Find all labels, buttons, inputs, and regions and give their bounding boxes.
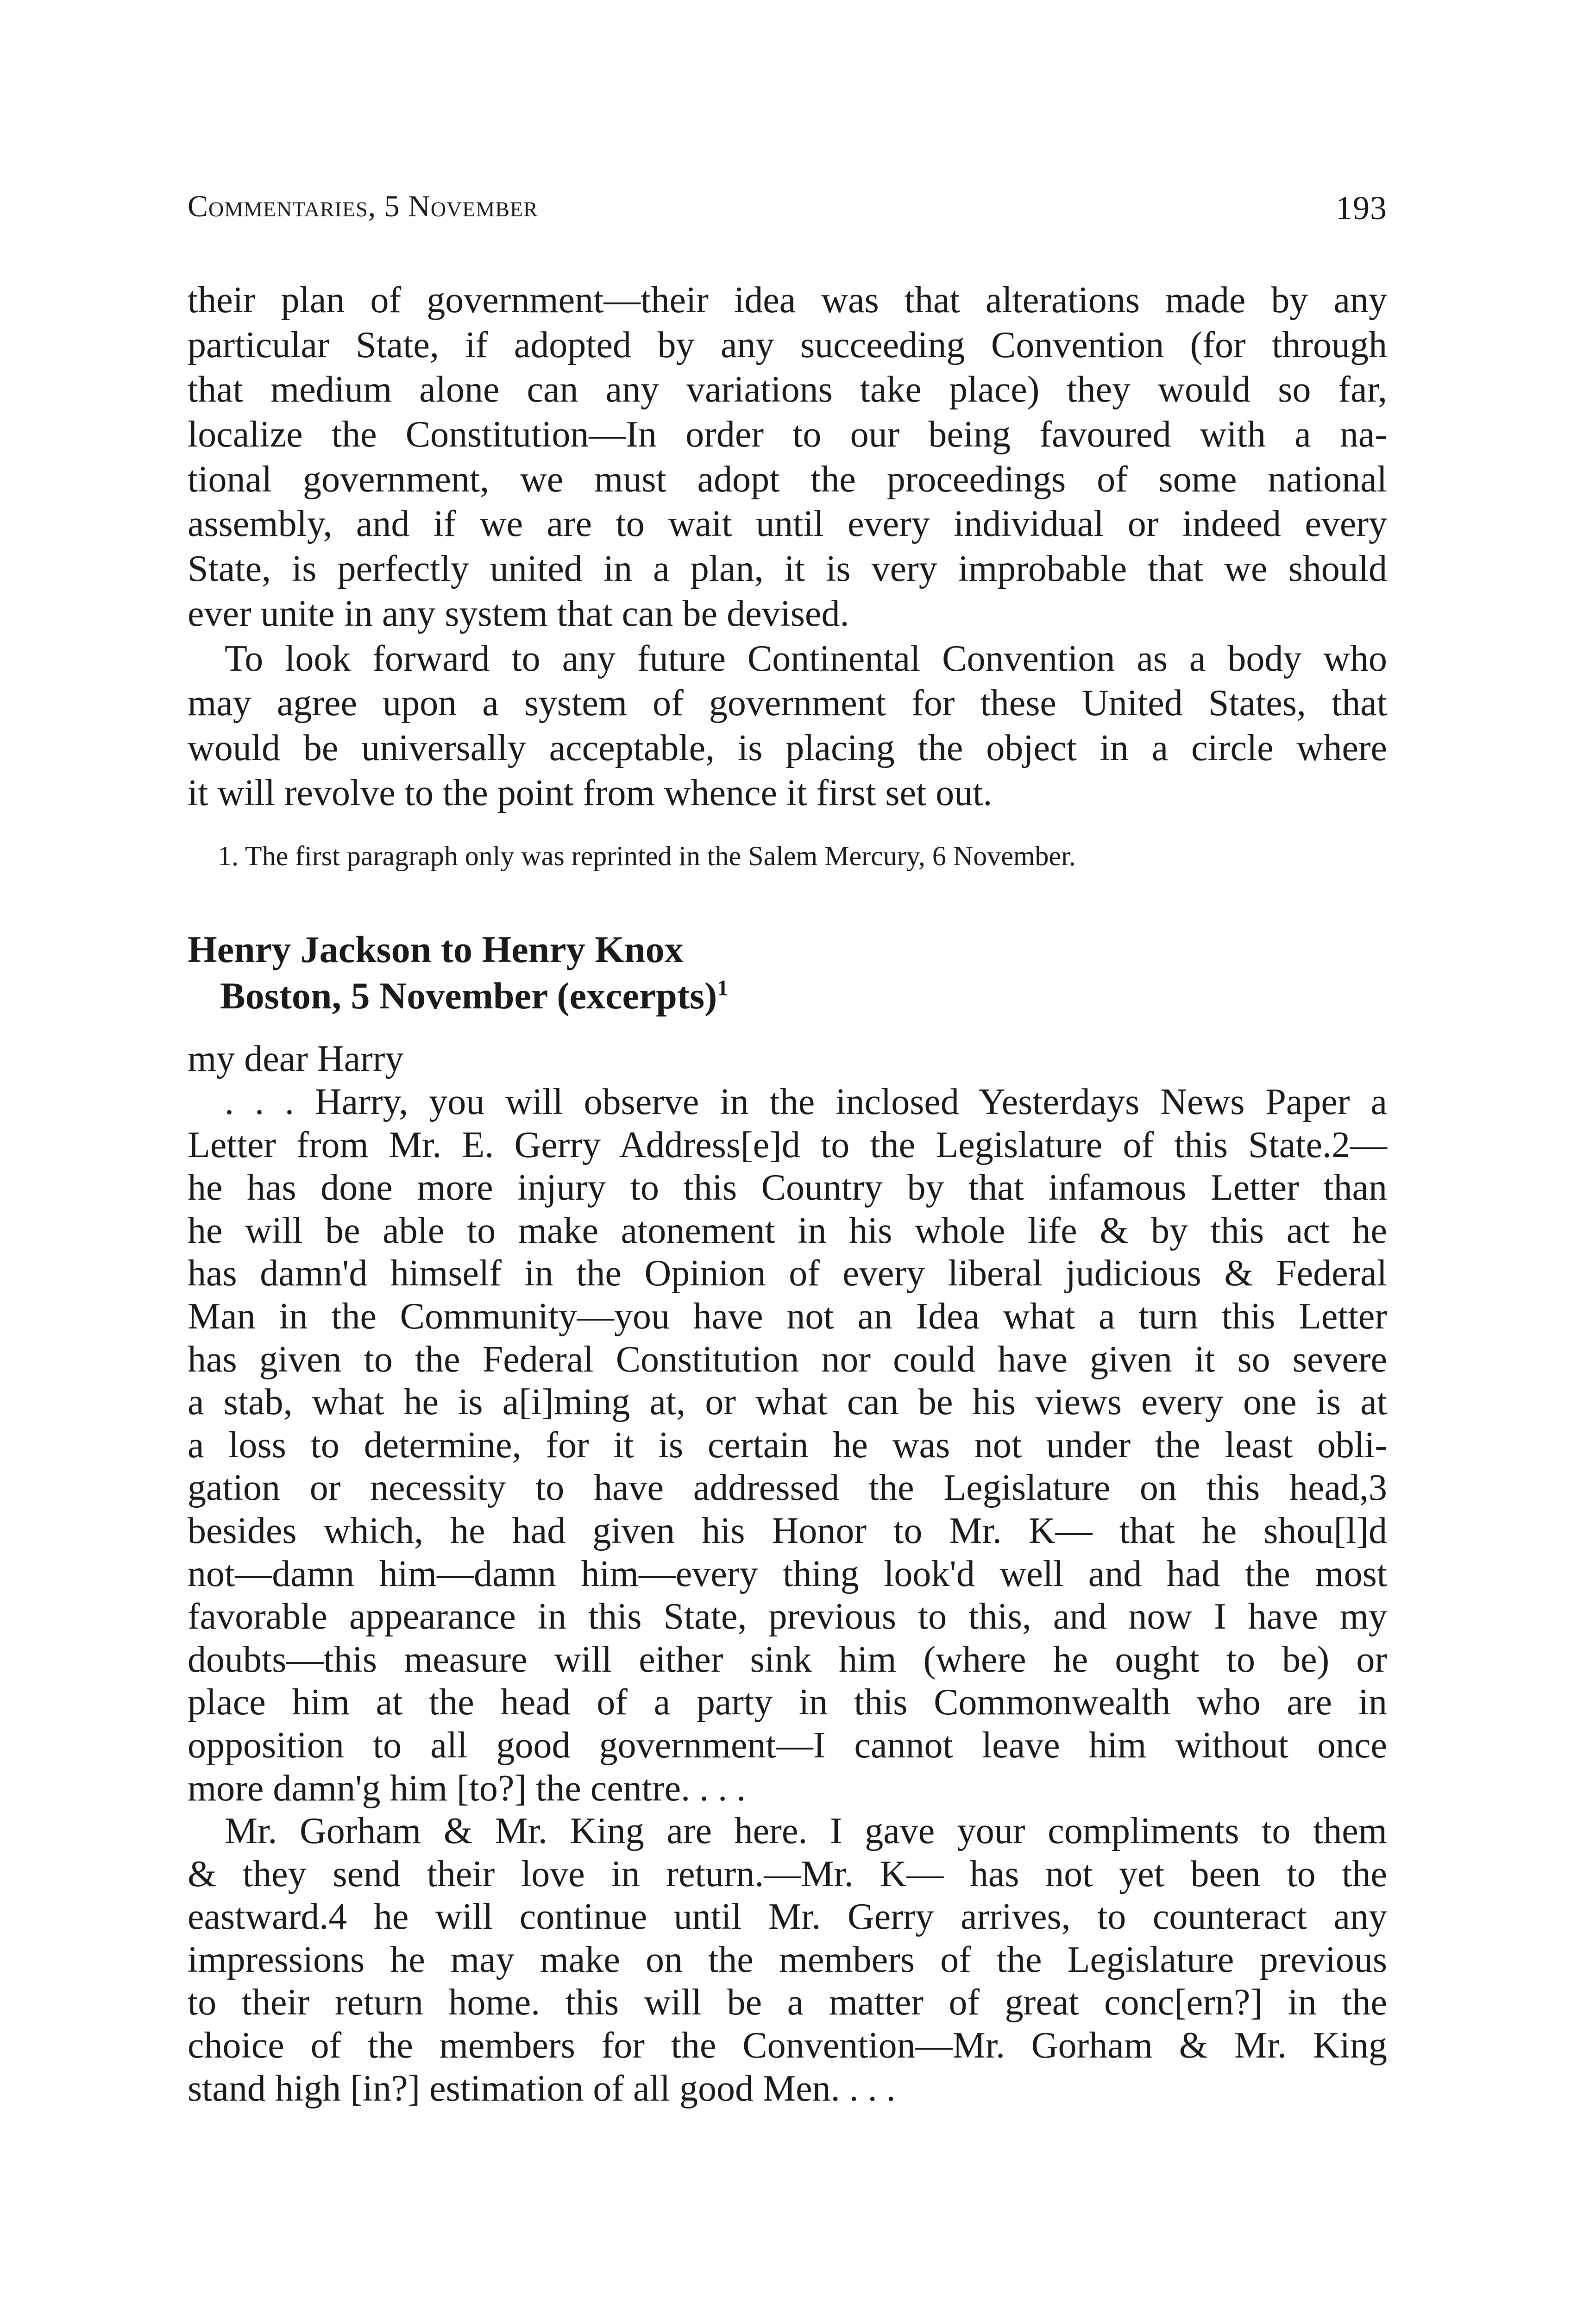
text-line: that medium alone can any variations take place) they would so far, xyxy=(188,369,1387,410)
text-line: Mr. Gorham & Mr. King are here. I gave your compliments to them xyxy=(225,1811,1387,1852)
text-line: choice of the members for the Convention—Mr. Gorham & Mr. King xyxy=(188,2025,1387,2066)
letter-text xyxy=(188,1081,1387,2110)
text-line: stand high [in?] estimation of all good Men. . . . xyxy=(188,2068,896,2109)
text-line: Man in the Community—you have not an Idea what a turn this Letter xyxy=(188,1296,1387,1337)
text-line: he has done more injury to this Country by that infamous Letter than xyxy=(188,1167,1387,1208)
text-line: it will revolve to the point from whence it first set out. xyxy=(188,772,993,813)
text-line: besides which, he had given his Honor to Mr. K— that he shou[l]d xyxy=(188,1510,1387,1551)
text-line: assembly, and if we are to wait until every individual or indeed every xyxy=(188,503,1387,545)
footnote: 1. The first paragraph only was reprinted in the Salem Mercury, 6 November. xyxy=(218,841,1076,871)
page-number: 193 xyxy=(1336,189,1387,227)
running-head-title: Commentaries, 5 November xyxy=(188,189,538,223)
text-line: gation or necessity to have addressed the Legislature on this head,3 xyxy=(188,1467,1387,1509)
running-head xyxy=(188,189,1387,231)
text-line: opposition to all good government—I cannot leave him without once xyxy=(188,1724,1387,1766)
section1-text xyxy=(188,278,1387,815)
text-line: State, is perfectly united in a plan, it is very improbable that we should xyxy=(188,548,1387,590)
text-line: particular State, if adopted by any succeeding Convention (for through xyxy=(188,324,1387,365)
text-line: to their return home. this will be a matter of great conc[ern?] in the xyxy=(188,1982,1387,2023)
text-line: eastward.4 he will continue until Mr. Gerry arrives, to counteract any xyxy=(188,1896,1387,1938)
text-line: a stab, what he is a[i]ming at, or what can be his views every one is at xyxy=(188,1382,1387,1423)
text-line: To look forward to any future Continental Convention as a body who xyxy=(225,638,1387,679)
text-line: ever unite in any system that can be devised. xyxy=(188,593,849,634)
text-line: tional government, we must adopt the proceedings of some national xyxy=(188,459,1387,500)
document-heading: Henry Jackson to Henry Knox xyxy=(188,928,684,970)
document-dateline xyxy=(220,973,728,1019)
text-line: . . . Harry, you will observe in the inclosed Yesterdays News Paper a xyxy=(225,1082,1387,1122)
dateline-text: Boston, 5 November (excerpts) xyxy=(220,975,717,1017)
text-line: he will be able to make atonement in his whole life & by this act he xyxy=(188,1210,1387,1251)
text-line: localize the Constitution—In order to our being favoured with a na- xyxy=(188,414,1387,455)
heading-note-ref: 1 xyxy=(717,975,729,1001)
text-line: Letter from Mr. E. Gerry Address[e]d to the Legislature of this State.2— xyxy=(188,1124,1387,1165)
salutation: my dear Harry xyxy=(188,1038,404,1079)
text-line: favorable appearance in this State, previous to this, and now I have my xyxy=(188,1596,1387,1637)
text-line: has damn'd himself in the Opinion of every liberal judicious & Federal xyxy=(188,1253,1387,1294)
text-line: would be universally acceptable, is placing the object in a circle where xyxy=(188,727,1387,768)
text-line: their plan of government—their idea was that alterations made by any xyxy=(188,280,1387,321)
text-line: & they send their love in return.—Mr. K— has not yet been to the xyxy=(188,1853,1387,1894)
text-line: doubts—this measure will either sink him (where he ought to be) or xyxy=(188,1639,1387,1680)
text-line: more damn'g him [to?] the centre. . . . xyxy=(188,1768,746,1809)
text-line: impressions he may make on the members of the Legislature previous xyxy=(188,1939,1387,1980)
text-line: a loss to determine, for it is certain he was not under the least obli- xyxy=(188,1424,1387,1466)
text-line: not—damn him—damn him—every thing look'd well and had the most xyxy=(188,1553,1387,1594)
text-line: has given to the Federal Constitution nor could have given it so severe xyxy=(188,1339,1387,1380)
text-line: may agree upon a system of government for these United States, that xyxy=(188,683,1387,724)
text-line: place him at the head of a party in this Commonwealth who are in xyxy=(188,1682,1387,1723)
